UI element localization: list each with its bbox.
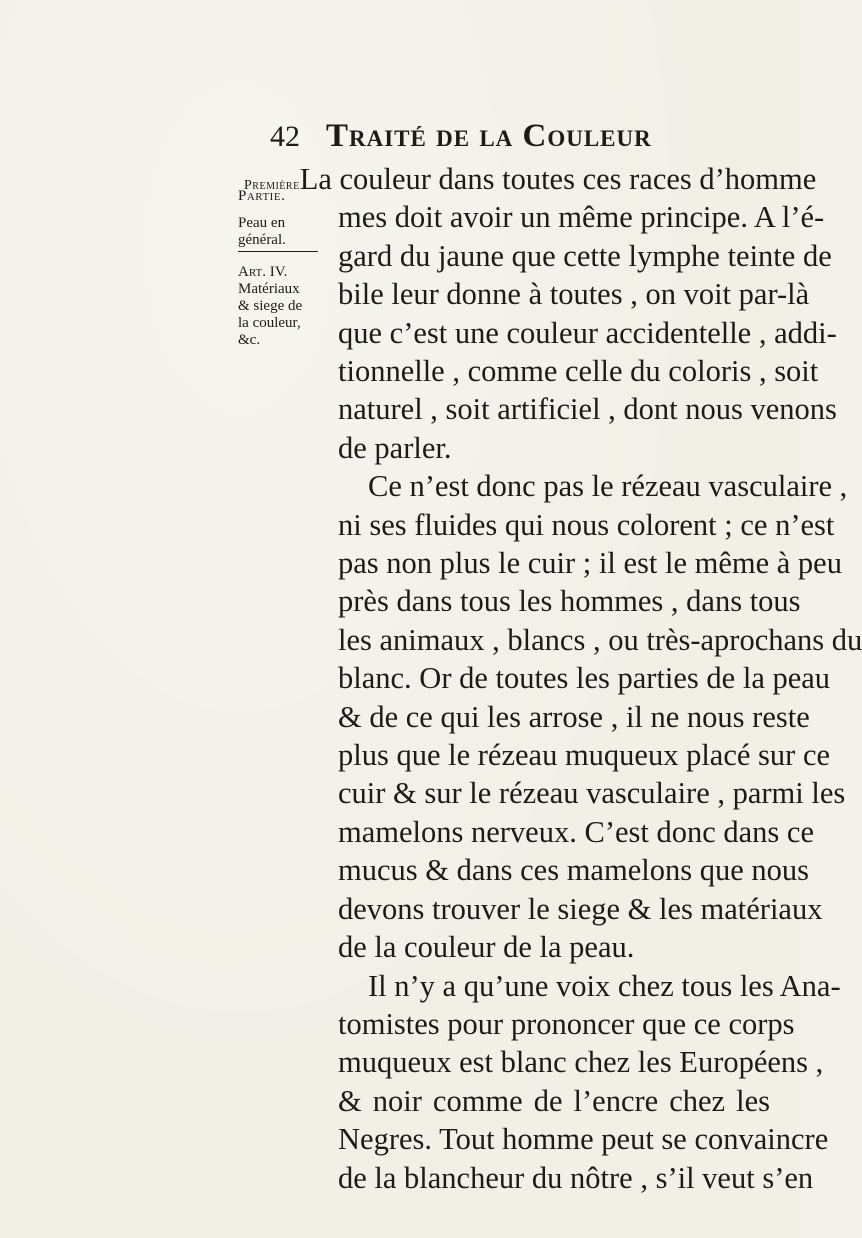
page-header	[270, 118, 740, 155]
margin-note-partie-2: Partie.	[238, 188, 286, 204]
margin-note-partie	[238, 188, 334, 205]
body-line: tomistes pour prononcer que ce corps	[338, 1006, 795, 1041]
body-line: & noir comme de l’encre chez les	[338, 1083, 770, 1118]
body-line: les animaux , blancs , ou très-aprochans du	[338, 622, 862, 657]
margin-note-article-5: &c.	[238, 332, 261, 348]
body-line: près dans tous les hommes , dans tous	[338, 584, 801, 619]
body-line: naturel , soit artificiel , dont nous venons	[338, 392, 837, 427]
body-line: mucus & dans ces mamelons que nous	[338, 853, 809, 888]
margin-note-divider	[238, 251, 318, 252]
body-line: & de ce qui les arrose , il ne nous reste	[338, 699, 810, 734]
margin-note-article-1: Art. IV.	[238, 264, 288, 280]
body-line: devons trouver le siege & les matériaux	[338, 891, 823, 926]
body-line: Negres. Tout homme peut se convaincre	[338, 1122, 829, 1157]
margin-note-peau-1: Peau en	[238, 215, 286, 231]
margin-note-article	[238, 264, 334, 349]
margin-note-peau	[238, 215, 334, 252]
body-line: Ce n’est donc pas le rézeau vasculaire ,	[368, 469, 848, 504]
body-text	[338, 198, 862, 1197]
margin-note-partie-1: Première	[244, 178, 300, 193]
body-line-first: La couleur dans toutes ces races d’homme	[299, 162, 817, 196]
margin-note-article-3: & siege de	[238, 298, 303, 314]
margin-note-article-2: Matériaux	[238, 281, 300, 297]
page-number: 42	[270, 120, 300, 153]
margin-note-article-4: la couleur,	[238, 315, 301, 331]
body-line: cuir & sur le rézeau vasculaire , parmi les	[338, 776, 846, 811]
body-line: pas non plus le cuir ; il est le même à peu	[338, 546, 842, 581]
body-line: que c’est une couleur accidentelle , addi-	[338, 315, 837, 350]
body-line: gard du jaune que cette lymphe teinte de	[338, 238, 832, 273]
body-line: mes doit avoir un même principe. A l’é-	[338, 200, 825, 235]
body-line: bile leur donne à toutes , on voit par-là	[338, 277, 810, 312]
body-line: de parler.	[338, 430, 452, 465]
body-line: mamelons nerveux. C’est donc dans ce	[338, 814, 814, 849]
body-line: tionnelle , comme celle du coloris , soit	[338, 354, 819, 389]
body-line: Il n’y a qu’une voix chez tous les Ana-	[368, 968, 841, 1003]
body-line: ni ses fluides qui nous colorent ; ce n’est	[338, 507, 835, 542]
running-title: Traité de la Couleur	[326, 118, 652, 154]
margin-notes	[238, 188, 334, 361]
body-line: de la blancheur du nôtre , s’il veut s’en	[338, 1160, 814, 1195]
body-line: muqueux est blanc chez les Européens ,	[338, 1045, 824, 1080]
body-line: de la couleur de la peau.	[338, 930, 635, 965]
body-line: plus que le rézeau muqueux placé sur ce	[338, 738, 831, 773]
margin-note-peau-2: général.	[238, 232, 286, 248]
body-line: blanc. Or de toutes les parties de la peau	[338, 661, 831, 696]
